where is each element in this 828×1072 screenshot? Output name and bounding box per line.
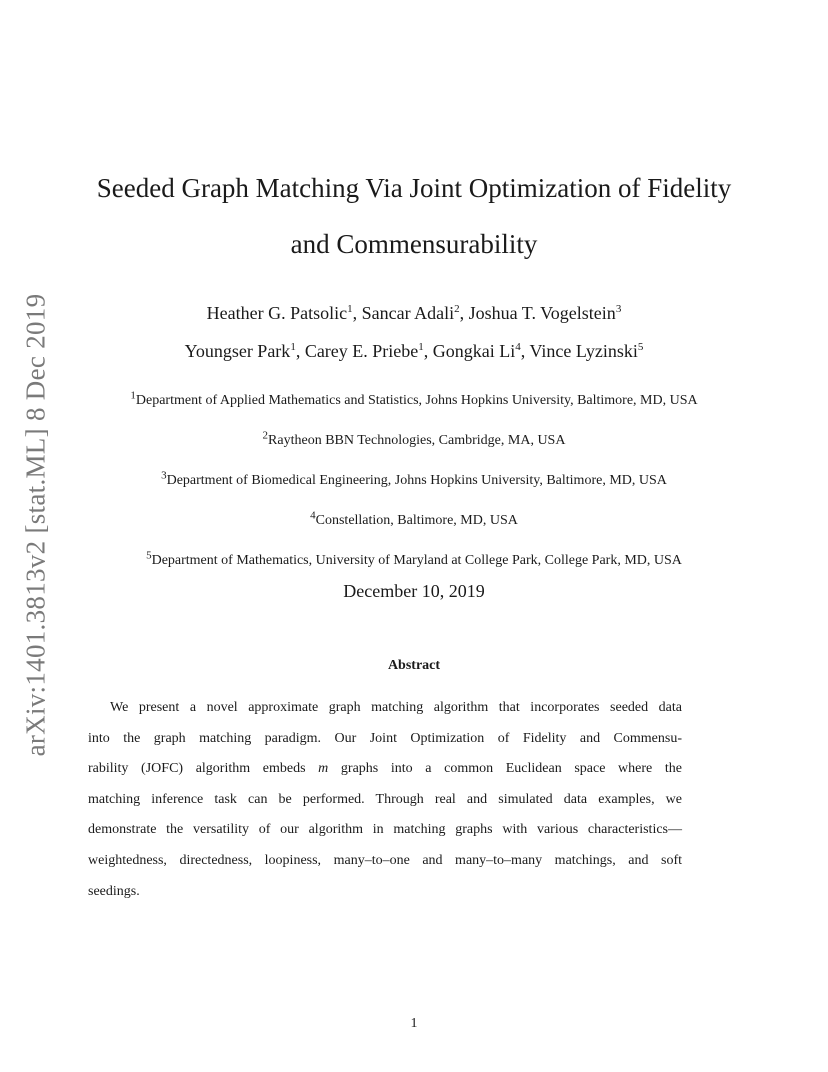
- author-name: Youngser Park: [184, 341, 291, 361]
- affiliation-item: [0, 501, 828, 541]
- author-separator: ,: [295, 341, 305, 361]
- affiliation-mark: 5: [146, 549, 152, 562]
- affiliation-mark: 3: [161, 469, 167, 482]
- author-name: Heather G. Patsolic: [206, 303, 348, 323]
- abstract-line: demonstrate the versatility of our algorithm in matching graphs with various characteristics—: [88, 822, 682, 838]
- author-line-1: [0, 294, 828, 332]
- affiliation-item: [0, 421, 828, 461]
- author-separator: ,: [520, 341, 530, 361]
- affiliation-mark: 1: [130, 389, 136, 402]
- author-affiliation-mark: 4: [515, 341, 521, 353]
- author-name: Joshua T. Vogelstein: [468, 303, 616, 323]
- abstract-line: seedings.: [88, 883, 140, 899]
- author-list: [0, 294, 828, 370]
- affiliation-text: Raytheon BBN Technologies, Cambridge, MA, USA: [268, 433, 566, 448]
- abstract-body: [88, 693, 682, 907]
- author-affiliation-mark: 1: [347, 303, 353, 315]
- abstract-line: matching inference task can be performed. Through real and simulated data examples, we: [88, 791, 682, 807]
- author-affiliation-mark: 3: [615, 303, 622, 315]
- affiliation-text: Department of Applied Mathematics and Statistics, Johns Hopkins University, Baltimore, MD, USA: [135, 393, 698, 408]
- math-variable-m: m: [318, 761, 329, 777]
- affiliation-mark: 2: [262, 429, 269, 442]
- abstract-line-part: rability (JOFC) algorithm embeds: [88, 761, 319, 777]
- affiliation-text: Constellation, Baltimore, MD, USA: [315, 513, 518, 528]
- author-name: Vince Lyzinski: [529, 341, 638, 361]
- abstract-line: We present a novel approximate graph matching algorithm that incorporates seeded data: [110, 700, 682, 715]
- author-name: Gongkai Li: [432, 341, 516, 361]
- author-line-2: [0, 332, 828, 370]
- author-separator: ,: [459, 303, 469, 323]
- author-name: Sancar Adali: [361, 303, 455, 323]
- affiliation-item: [0, 461, 828, 501]
- affiliation-item: [0, 381, 828, 421]
- abstract-line: into the graph matching paradigm. Our Joint Optimization of Fidelity and Commensu-: [88, 730, 682, 746]
- author-separator: ,: [423, 341, 433, 361]
- abstract-line: [88, 754, 682, 785]
- author-separator: ,: [352, 303, 362, 323]
- title-line-1: Seeded Graph Matching Via Joint Optimization of Fidelity: [96, 173, 732, 203]
- abstract-heading: Abstract: [387, 658, 441, 673]
- publication-date: December 10, 2019: [343, 581, 485, 601]
- affiliation-text: Department of Biomedical Engineering, Johns Hopkins University, Baltimore, MD, USA: [166, 473, 667, 488]
- author-affiliation-mark: 5: [637, 341, 644, 353]
- author-affiliation-mark: 1: [290, 341, 296, 353]
- affiliation-text: Department of Mathematics, University of Maryland at College Park, College Park, MD, USA: [151, 553, 682, 568]
- abstract-line-part: graphs into a common Euclidean space where the: [328, 761, 682, 777]
- affiliation-item: [0, 541, 828, 581]
- author-affiliation-mark: 1: [418, 341, 424, 353]
- paper-title: [0, 160, 828, 272]
- title-line-2: and Commensurability: [290, 229, 538, 259]
- author-name: Carey E. Priebe: [304, 341, 419, 361]
- arxiv-identifier-stamp: arXiv:1401.3813v2 [stat.ML] 8 Dec 2019: [20, 293, 51, 757]
- affiliation-mark: 4: [310, 509, 316, 522]
- affiliation-list: [0, 381, 828, 581]
- page-number: 1: [410, 1016, 418, 1031]
- author-affiliation-mark: 2: [454, 303, 460, 315]
- abstract-line: weightedness, directedness, loopiness, many–to–one and many–to–many matchings, and soft: [88, 852, 682, 868]
